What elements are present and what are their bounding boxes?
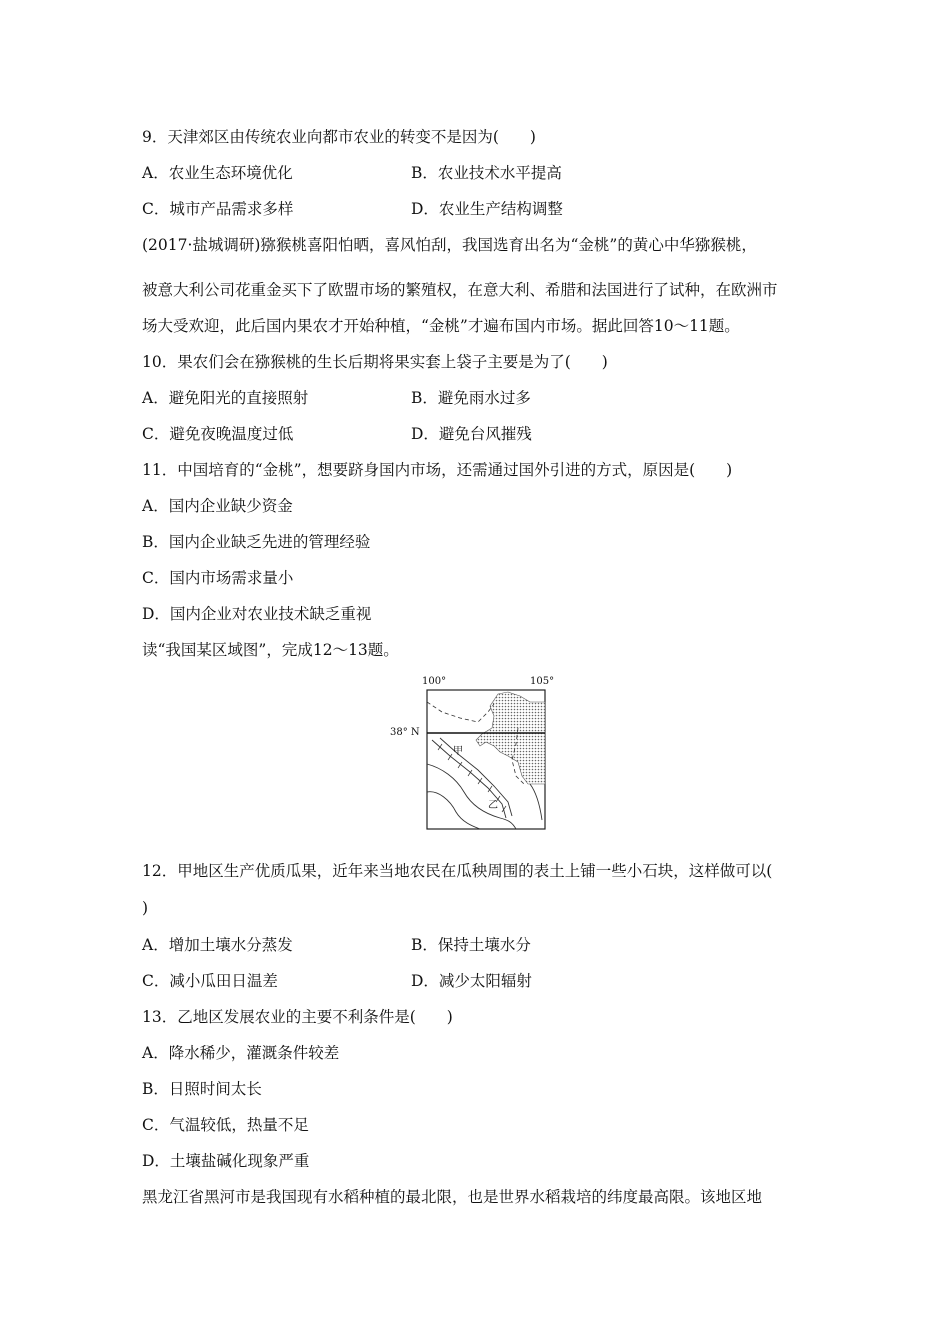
q9-option-b: B．农业技术水平提高 — [411, 164, 562, 182]
q10-option-b: B．避免雨水过多 — [411, 389, 531, 407]
map-place-yi: 乙 — [488, 800, 498, 811]
q12-stem-line2: ) — [142, 899, 149, 917]
map-lon-105: 105° — [530, 676, 555, 687]
mountain-outline — [530, 784, 542, 820]
passage1-line3: 场大受欢迎，此后国内果农才开始种植，“金桃”才遍布国内市场。据此回答10～11题。 — [142, 317, 740, 335]
contour-line — [427, 792, 480, 829]
q10-option-d: D．避免台风摧残 — [411, 425, 532, 443]
q9-option-a: A．农业生态环境优化 — [142, 164, 293, 182]
map-lat-38: 38° N — [390, 727, 420, 738]
q12-option-c: C．减小瓜田日温差 — [142, 972, 278, 990]
q10-stem: 10．果农们会在猕猴桃的生长后期将果实套上袋子主要是为了( ) — [142, 353, 608, 371]
boundary-dashed-1 — [427, 702, 494, 722]
region-map — [390, 672, 560, 834]
q10-option-a: A．避免阳光的直接照射 — [142, 389, 309, 407]
q12-stem-line1: 12．甲地区生产优质瓜果，近年来当地农民在瓜秧周围的表土上铺一些小石块，这样做可以( — [142, 862, 773, 880]
q13-stem: 13．乙地区发展农业的主要不利条件是( ) — [142, 1008, 453, 1026]
map-intro: 读“我国某区域图”，完成12～13题。 — [142, 641, 399, 659]
passage1-line2: 被意大利公司花重金买下了欧盟市场的繁殖权，在意大利、希腊和法国进行了试种，在欧洲市 — [142, 281, 778, 299]
q9-option-d: D．农业生产结构调整 — [411, 200, 563, 218]
q9-option-c: C．城市产品需求多样 — [142, 200, 294, 218]
map-place-jia: 甲 — [453, 746, 463, 757]
q11-option-d: D．国内企业对农业技术缺乏重视 — [142, 605, 372, 623]
q10-option-c: C．避免夜晚温度过低 — [142, 425, 294, 443]
q9-stem: 9．天津郊区由传统农业向都市农业的转变不是因为( ) — [142, 128, 536, 146]
passage2-line1: 黑龙江省黑河市是我国现有水稻种植的最北限，也是世界水稻栽培的纬度最高限。该地区地 — [142, 1188, 763, 1206]
q11-option-b: B．国内企业缺乏先进的管理经验 — [142, 533, 371, 551]
q13-option-d: D．土壤盐碱化现象严重 — [142, 1152, 310, 1170]
q11-stem: 11．中国培育的“金桃”，想要跻身国内市场，还需通过国外引进的方式，原因是( ) — [142, 461, 733, 479]
q13-option-a: A．降水稀少，灌溉条件较差 — [142, 1044, 340, 1062]
map-lon-100: 100° — [422, 676, 447, 687]
q13-option-c: C．气温较低，热量不足 — [142, 1116, 309, 1134]
q12-option-b: B．保持土壤水分 — [411, 936, 531, 954]
q12-option-a: A．增加土壤水分蒸发 — [142, 936, 293, 954]
q11-option-a: A．国内企业缺少资金 — [142, 497, 293, 515]
q12-option-d: D．减少太阳辐射 — [411, 972, 532, 990]
desert-area — [476, 692, 545, 784]
q13-option-b: B．日照时间太长 — [142, 1080, 262, 1098]
passage1-line1: (2017·盐城调研)猕猴桃喜阳怕晒，喜风怕刮，我国选育出名为“金桃”的黄心中华猕猴桃， — [142, 236, 757, 254]
q11-option-c: C．国内市场需求量小 — [142, 569, 294, 587]
